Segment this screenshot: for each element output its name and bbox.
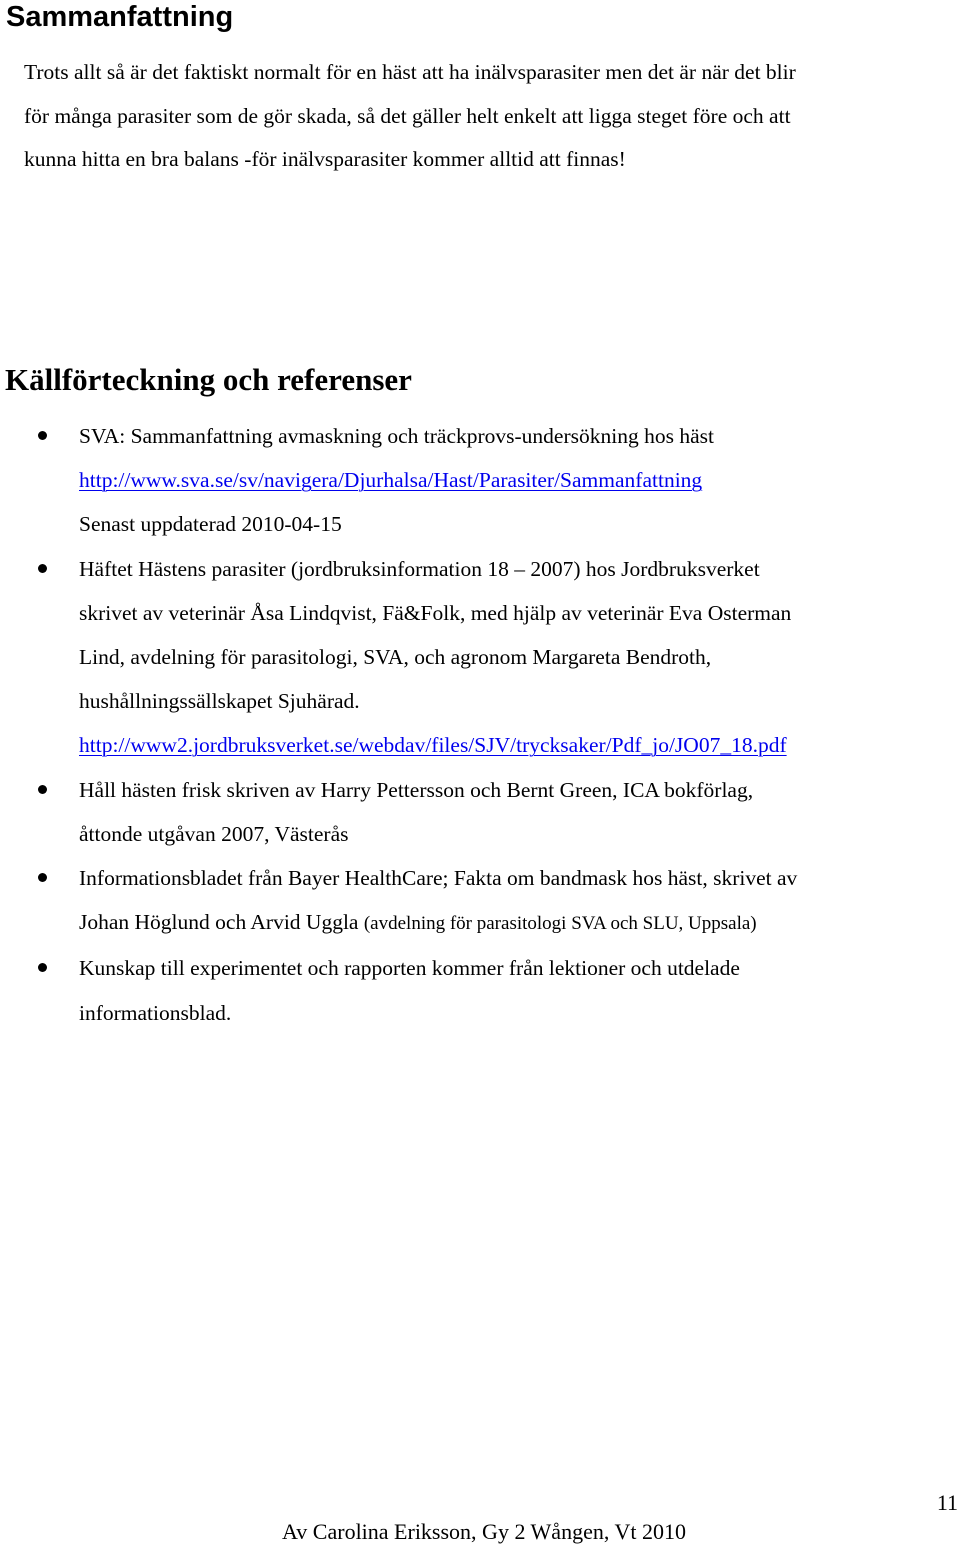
summary-line-2: för många parasiter som de gör skada, så det gäller helt enkelt att ligga steget före och att (24, 103, 791, 128)
reference-item-bayer (0, 856, 960, 946)
reference-text: skrivet av veterinär Åsa Lindqvist, Fä&Folk, med hjälp av veterinär Eva Osterman (79, 600, 792, 625)
reference-updated-date: Senast uppdaterad 2010-04-15 (79, 512, 342, 537)
reference-text: Häftet Hästens parasiter (jordbruksinformation 18 – 2007) hos Jordbruksverket (79, 556, 760, 581)
reference-link-jordbruksverket[interactable]: http://www2.jordbruksverket.se/webdav/files/SJV/trycksaker/Pdf_jo/JO07_18.pdf (79, 733, 787, 758)
reference-item-sva (0, 414, 960, 547)
bullet-icon (38, 873, 47, 882)
bullet-icon (38, 431, 47, 440)
summary-heading: Sammanfattning (6, 1, 234, 33)
reference-text: hushållningssällskapet Sjuhärad. (79, 689, 360, 714)
reference-item-lessons (0, 946, 960, 1034)
bullet-icon (38, 963, 47, 972)
reference-text: Kunskap till experimentet och rapporten kommer från lektioner och utdelade (79, 956, 740, 981)
summary-line-3: kunna hitta en bra balans -för inälvsparasiter kommer alltid att finnas! (24, 147, 626, 171)
reference-text: Informationsbladet från Bayer HealthCare; Fakta om bandmask hos häst, skrivet av (79, 866, 798, 891)
summary-line-1: Trots allt så är det faktiskt normalt för en häst att ha inälvsparasiter men det är när det blir (24, 60, 796, 84)
reference-text: Lind, avdelning för parasitologi, SVA, och agronom Margareta Bendroth, (79, 645, 712, 670)
bullet-icon (38, 564, 47, 573)
reference-text: Håll hästen frisk skriven av Harry Pettersson och Bernt Green, ICA bokförlag, (79, 777, 754, 802)
reference-link-sva[interactable]: http://www.sva.se/sv/navigera/Djurhalsa/Hast/Parasiter/Sammanfattning (79, 468, 703, 493)
page-number: 11 (936, 1490, 958, 1515)
reference-authors: Johan Höglund och Arvid Uggla (79, 910, 359, 935)
page-footer: Av Carolina Eriksson, Gy 2 Wången, Vt 2010 (282, 1519, 686, 1544)
reference-affiliation: (avdelning för parasitologi SVA och SLU, Uppsala) (363, 913, 757, 935)
bullet-icon (38, 785, 47, 794)
references-heading: Källförteckning och referenser (5, 362, 412, 397)
summary-paragraph (5, 51, 945, 182)
reference-item-book (0, 768, 960, 856)
references-list (0, 414, 960, 1035)
reference-text: informationsblad. (79, 1000, 232, 1025)
reference-text: SVA: Sammanfattning avmaskning och träckprovs-undersökning hos häst (79, 424, 714, 448)
reference-text: åttonde utgåvan 2007, Västerås (79, 821, 349, 846)
reference-item-jordbruksverket (0, 547, 960, 768)
